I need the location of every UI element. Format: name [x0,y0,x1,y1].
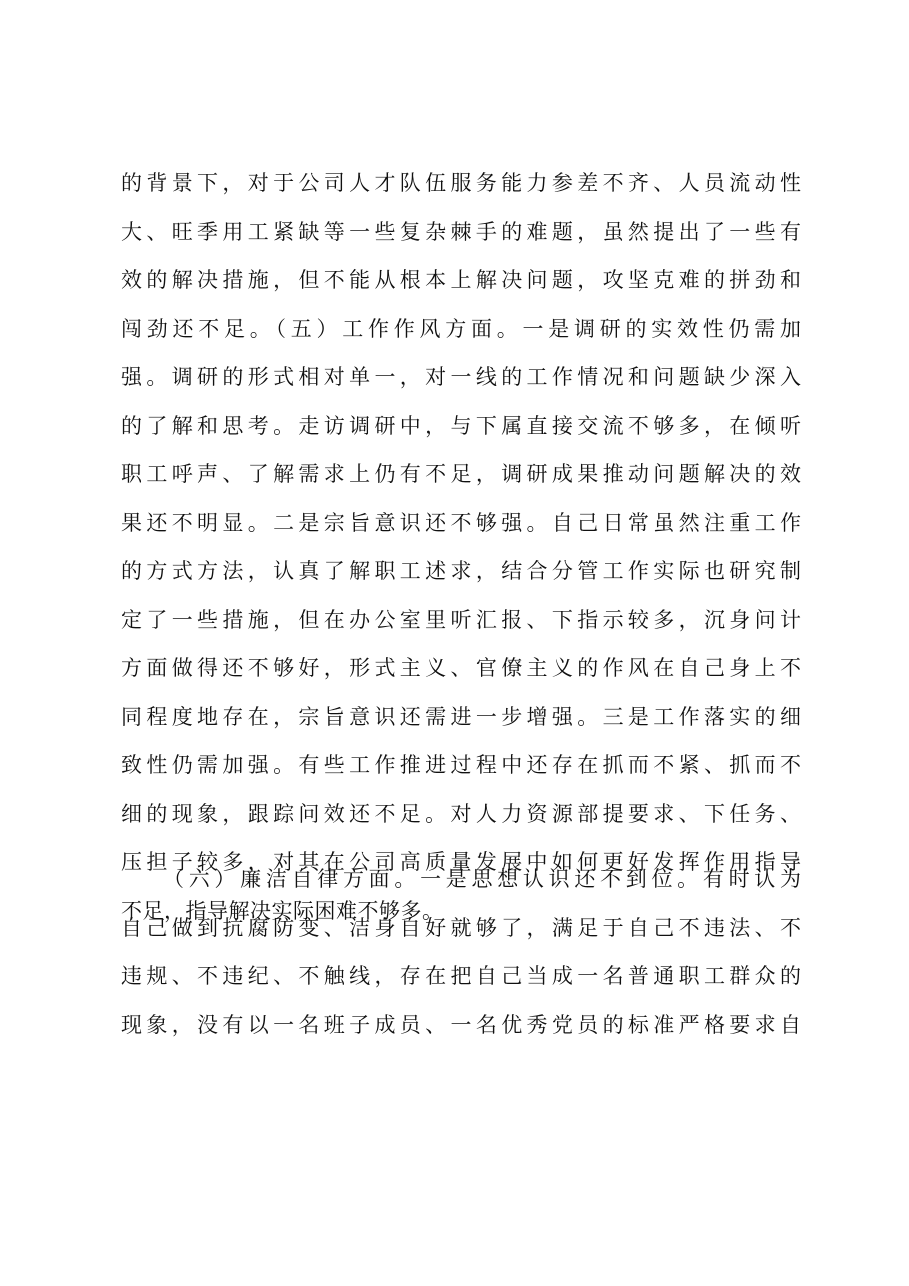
text-line: 效的解决措施，但不能从根本上解决问题，攻坚克难的拼劲和 [121,268,801,292]
text-line: 违规、不违纪、不触线，存在把自己当成一名普通职工群众的 [121,964,801,988]
text-line: 同程度地存在，宗旨意识还需进一步增强。三是工作落实的细 [121,704,801,729]
text-line: 的背景下，对于公司人才队伍服务能力参差不齐、人员流动性 [121,171,801,195]
paragraph-integrity [121,855,801,1049]
text-line: （六）廉洁自律方面。一是思想认识还不到位。有时认为 [163,867,801,891]
text-line: 大、旺季用工紧缺等一些复杂棘手的难题，虽然提出了一些有 [121,219,801,244]
text-line: 闯劲还不足。（五）工作作风方面。一是调研的实效性仍需加 [121,316,801,341]
text-line: 职工呼声、了解需求上仍有不足，调研成果推动问题解决的效 [121,462,801,486]
text-line: 细的现象，跟踪问效还不足。对人力资源部提要求、下任务、 [121,801,801,826]
text-line: 定了一些措施，但在办公室里听汇报、下指示较多，沉身问计 [121,607,801,632]
paragraph-work-style [121,159,801,935]
text-line: 不足，指导解决实际困难不够多。 [121,898,444,923]
text-line: 自己做到抗腐防变、洁身自好就够了，满足于自己不违法、不 [121,915,801,940]
text-line: 致性仍需加强。有些工作推进过程中还存在抓而不紧、抓而不 [121,753,801,777]
text-line: 现象，没有以一名班子成员、一名优秀党员的标准严格要求自 [121,1012,801,1037]
text-line: 方面做得还不够好，形式主义、官僚主义的作风在自己身上不 [121,656,801,680]
text-line: 果还不明显。二是宗旨意识还不够强。自己日常虽然注重工作 [121,510,801,535]
text-line: 的方式方法，认真了解职工述求，结合分管工作实际也研究制 [121,559,801,583]
text-line: 的了解和思考。走访调研中，与下属直接交流不够多，在倾听 [121,413,801,438]
text-line: 压担子较多，对其在公司高质量发展中如何更好发挥作用指导 [121,850,801,874]
text-line: 强。调研的形式相对单一，对一线的工作情况和问题缺少深入 [121,365,801,389]
